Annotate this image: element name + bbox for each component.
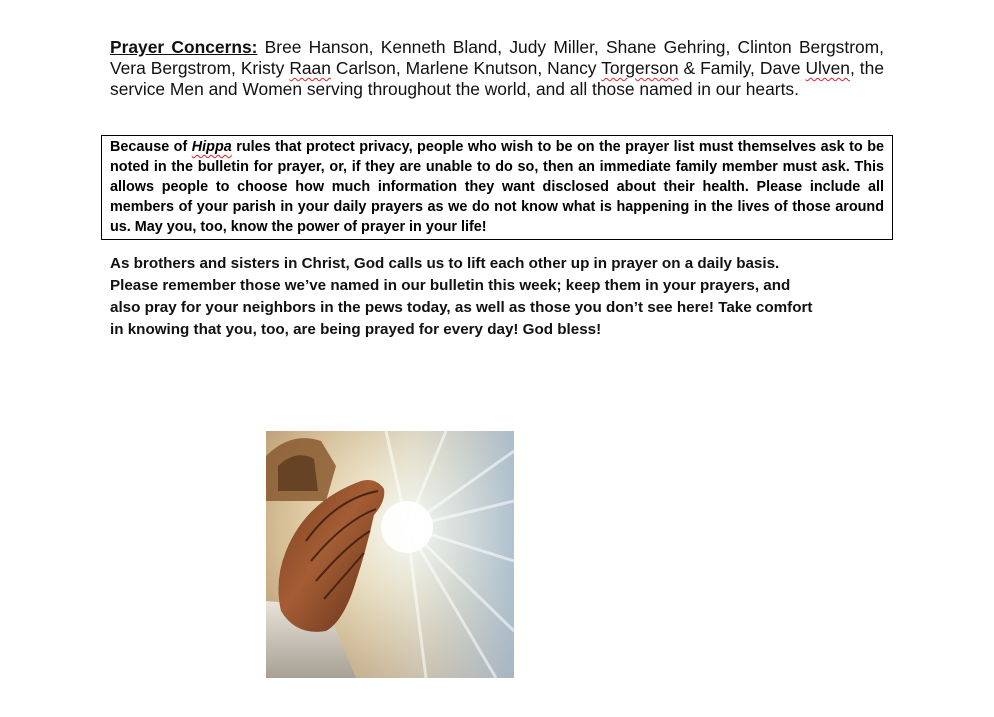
closing-line: As brothers and sisters in Christ, God calls us to lift each other up in prayer on a daily basis. — [110, 255, 780, 272]
praying-hands-light-image — [266, 431, 514, 678]
notice-lead: Because of — [110, 139, 192, 155]
privacy-notice-box — [101, 135, 893, 240]
notice-hippa-word: Hippa — [191, 139, 232, 155]
closing-line: also pray for your neighbors in the pews today, as well as those you don’t see here! Take comfort — [110, 299, 813, 316]
praying-hands-image — [266, 431, 514, 678]
prayer-concerns-label: Prayer Concerns: — [110, 37, 258, 57]
closing-line: Please remember those we’ve named in our bulletin this week; keep them in your prayers, and — [110, 277, 791, 294]
concerns-name-raan: Raan — [289, 58, 331, 78]
closing-paragraph — [110, 253, 900, 341]
concerns-text: Carlson, Marlene Knutson, Nancy — [330, 58, 602, 78]
notice-body: rules that protect privacy, people who wish to be on the prayer list must themselves ask to be noted in the bulletin for prayer, or, if they are unable to do so, then an immediate family member must ask. This allows people to choose how much information they want disclosed about their health. Please include all members of your parish in your daily prayers as we do not know what is happening in the lives of those around us. May you, too, know the power of prayer in your life! — [110, 139, 885, 235]
concerns-name-torgerson: Torgerson — [601, 58, 679, 78]
concerns-text: & Family, Dave — [678, 58, 806, 78]
concerns-name-ulven: Ulven — [805, 58, 850, 78]
closing-line: in knowing that you, too, are being prayed for every day! God bless! — [110, 321, 602, 338]
concerns-text: Bree Hanson, Kenneth Bland, Judy Miller, Shane Gehring, Clinton Bergstrom, Vera Bergstrom, Kristy — [110, 37, 884, 78]
concerns-text: , the service Men and Women serving throughout the world, and all those named in our hearts. — [110, 58, 884, 99]
prayer-concerns-paragraph — [110, 37, 884, 100]
